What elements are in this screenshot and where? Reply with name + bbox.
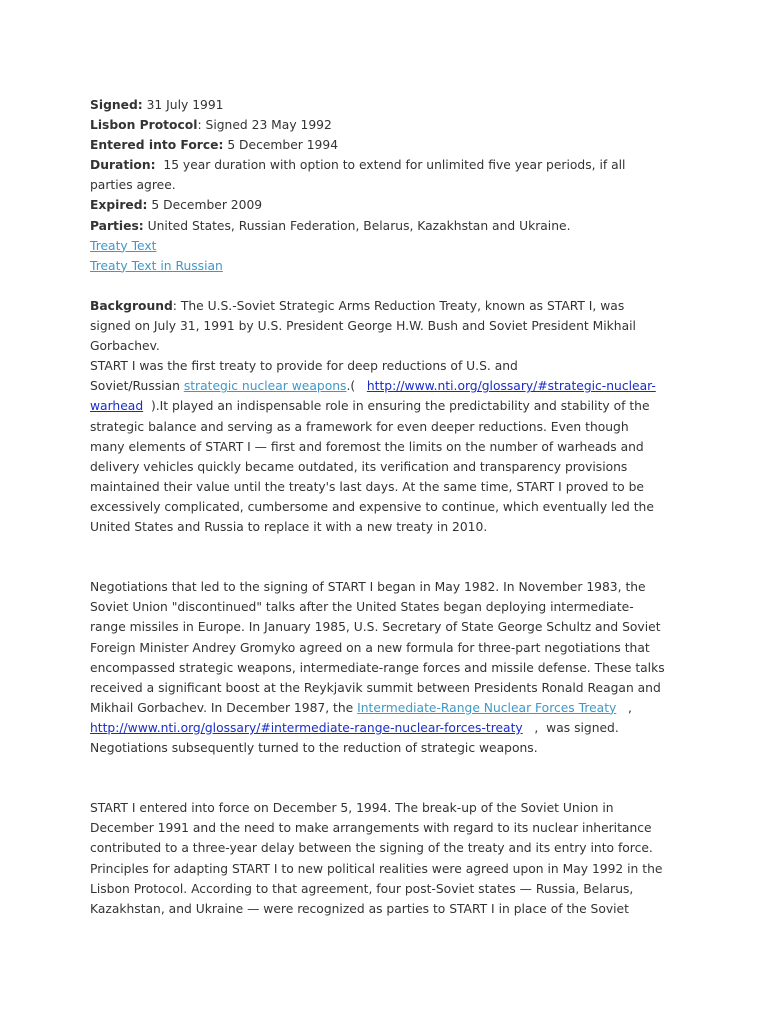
negotiations-line-5: encompassed strategic weapons, intermediate-range forces and missile defense. These talks — [90, 660, 665, 675]
background-line-12: United States and Russia to replace it with a new treaty in 2010. — [90, 519, 488, 534]
negotiations-text: , — [616, 700, 632, 715]
treaty-text-russian-line — [90, 256, 680, 276]
background-line-8: many elements of START I — first and foremost the limits on the number of warheads and — [90, 439, 644, 454]
background-line-2: signed on July 31, 1991 by U.S. President George H.W. Bush and Soviet President Mikhail — [90, 319, 636, 334]
entered-line — [90, 135, 680, 155]
negotiations-line-3: range missiles in Europe. In January 1985, U.S. Secretary of State George Schultz and Soviet — [90, 620, 661, 635]
background-line-6 — [90, 396, 680, 416]
treaty-text-russian-link[interactable]: Treaty Text in Russian — [90, 258, 223, 273]
strategic-nuclear-warhead-url-link[interactable]: http://www.nti.org/glossary/#strategic-nuclear- — [366, 379, 656, 394]
lisbon-label: Lisbon Protocol — [90, 118, 198, 133]
parties-value: United States, Russian Federation, Belarus, Kazakhstan and Ukraine. — [143, 218, 571, 233]
background-line-3: Gorbachev. — [90, 339, 160, 354]
entry-line-3: contributed to a three-year delay between the signing of the treaty and its entry into force. — [90, 841, 653, 856]
document-page — [90, 95, 680, 919]
negotiations-line-1: Negotiations that led to the signing of START I began in May 1982. In November 1983, the — [90, 580, 646, 595]
expired-line — [90, 195, 680, 215]
background-text: .( — [346, 379, 367, 394]
duration-line — [90, 155, 680, 175]
background-text: : The U.S.-Soviet Strategic Arms Reduction Treaty, known as START I, was — [172, 298, 625, 313]
entry-line-2: December 1991 and the need to make arrangements with regard to its nuclear inheritance — [90, 821, 652, 836]
duration-label: Duration: — [90, 158, 156, 173]
entry-line-1: START I entered into force on December 5, 1994. The break-up of the Soviet Union in — [90, 801, 614, 816]
expired-value: 5 December 2009 — [147, 198, 263, 213]
inf-treaty-url-link[interactable]: http://www.nti.org/glossary/#intermediate-range-nuclear-forces-treaty — [90, 720, 523, 735]
background-line-10: maintained their value until the treaty's last days. At the same time, START I proved to be — [90, 479, 644, 494]
expired-label: Expired: — [90, 198, 148, 213]
spacer — [90, 276, 680, 296]
background-label: Background — [90, 298, 173, 313]
duration-value: 15 year duration with option to extend for unlimited five year periods, if all — [155, 158, 626, 173]
inf-treaty-link[interactable]: Intermediate-Range Nuclear Forces Treaty — [357, 700, 617, 715]
background-line-5 — [90, 376, 680, 396]
entry-line-5: Lisbon Protocol. According to that agreement, four post-Soviet states — Russia, Belarus, — [90, 881, 634, 896]
duration-line-2: parties agree. — [90, 178, 176, 193]
entered-label: Entered into Force: — [90, 138, 224, 153]
treaty-text-link[interactable]: Treaty Text — [90, 238, 157, 253]
negotiations-line-7 — [90, 698, 680, 718]
signed-line — [90, 95, 680, 115]
negotiations-line-6: received a significant boost at the Reykjavik summit between Presidents Ronald Reagan and — [90, 680, 661, 695]
signed-label: Signed: — [90, 98, 143, 112]
parties-label: Parties: — [90, 218, 144, 233]
negotiations-text: Mikhail Gorbachev. In December 1987, the — [90, 700, 358, 715]
entered-value: 5 December 1994 — [223, 138, 339, 153]
strategic-nuclear-weapons-link[interactable]: strategic nuclear weapons — [183, 379, 347, 394]
negotiations-line-2: Soviet Union "discontinued" talks after the United States began deploying intermediate- — [90, 600, 634, 615]
entry-line-4: Principles for adapting START I to new political realities were agreed upon in May 1992 in the — [90, 861, 663, 876]
negotiations-line-9: Negotiations subsequently turned to the reduction of strategic weapons. — [90, 741, 538, 755]
negotiations-line-4: Foreign Minister Andrey Gromyko agreed on a new formula for three-part negotiations that — [90, 640, 650, 655]
background-text: ).It played an indispensable role in ensuring the predictability and stability of the — [143, 399, 650, 414]
negotiations-line-8 — [90, 718, 680, 738]
background-line-1 — [90, 296, 680, 316]
background-text: Soviet/Russian — [90, 379, 184, 394]
lisbon-line — [90, 115, 680, 135]
spacer — [90, 537, 680, 577]
background-line-4: START I was the first treaty to provide for deep reductions of U.S. and — [90, 359, 518, 374]
background-line-9: delivery vehicles quickly became outdated, its verification and transparency provisions — [90, 459, 628, 474]
spacer — [90, 758, 680, 798]
negotiations-text: , was signed. — [522, 720, 619, 735]
lisbon-value: : Signed 23 May 1992 — [197, 118, 332, 133]
parties-line — [90, 216, 680, 236]
background-line-11: excessively complicated, cumbersome and expensive to continue, which eventually led the — [90, 499, 654, 514]
background-line-7: strategic balance and serving as a framework for even deeper reductions. Even though — [90, 419, 629, 434]
entry-line-6: Kazakhstan, and Ukraine — were recognized as parties to START I in place of the Soviet — [90, 901, 629, 916]
treaty-text-line — [90, 236, 680, 256]
signed-value: 31 July 1991 — [142, 98, 224, 112]
strategic-nuclear-warhead-url-link-cont[interactable]: warhead — [90, 399, 144, 414]
